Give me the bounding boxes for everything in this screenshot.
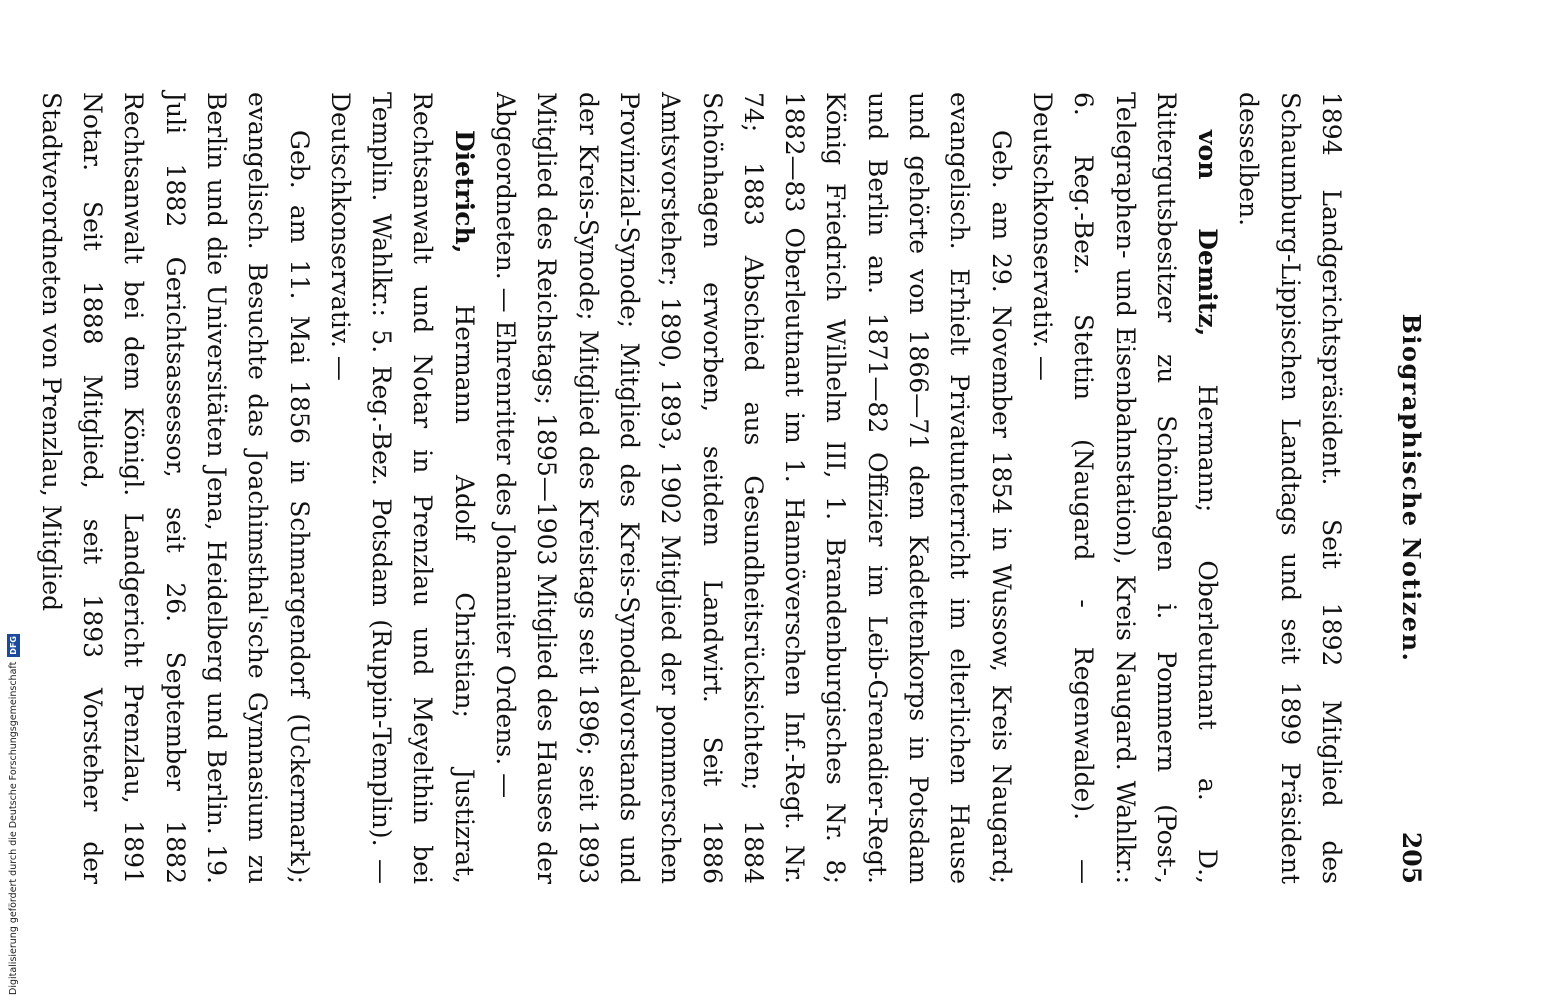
entry-dietrich-header [320,92,485,884]
entry-demitz-bio: Geb. am 29. November 1854 in Wussow, Kreis Naugard; evangelisch. Erhielt Privatunterricht im elterlichen Hause und gehörte von 1866—71 dem Kadettenkorps in Potsdam und Berlin an. 1871—82 Offizier im Leib-Grenadier-Regt. König Friedrich Wilhelm III, 1. Brandenburgisches Nr. 8; 1882—83 Oberleutnant im 1. Hannöverschen Inf.-Regt. Nr. 74; 1883 Abschied aus Gesundheitsrücksichten; 1884 Schönhagen erworben, seitdem Landwirt. Seit 1886 Amtsvorsteher; 1890, 1893, 1902 Mitglied der pommerschen Provinzial-Synode; Mitglied des Kreis-Synodalvorstands und der Kreis-Synode; Mitglied des Kreistags seit 1896; seit 1893 Mitglied des Reichstags; 1895—1903 Mitglied des Hauses der Abgeordneten. — Ehrenritter des Johanniter Ordens. — [491,92,1016,884]
dfg-logo-icon: DFG [8,636,18,655]
entry-name: von Demitz, [1193,130,1223,337]
page-number: 205 [1397,831,1426,884]
entry-intro: Hermann Adolf Christian; Justizrat, Rechtsanwalt und Notar in Prenzlau und Meyelthin bei Templin. Wahlkr.: 5. Reg.-Bez. Potsdam (Ruppin-Templin). — Deutschkonservativ. — [325,92,479,884]
entry-dietrich-bio: Geb. am 11. Mai 1856 in Schmargendorf (Uckermark); evangelisch. Besuchte das Joachimsthal'sche Gymnasium zu Berlin und die Universitäten Jena, Heidelberg und Berlin. 19. Juli 1882 Gerichtsassessor, seit 26. September 1882 Rechtsanwalt bei dem Königl. Landgericht Prenzlau, 1891 Notar. Seit 1888 Mitglied, seit 1893 Vorsteher der Stadtverordneten von Prenzlau, Mitglied [36,92,314,884]
continued-paragraph: 1894 Landgerichtspräsident. Seit 1892 Mitglied des Schaumburg-Lippischen Landtags und seit 1899 Präsident desselben. [1234,92,1346,884]
entry-demitz-header [1022,92,1228,884]
entry-name: Dietrich, [449,130,479,254]
running-title: Biographische Notizen. [1397,313,1426,663]
credit-text: Digitalisierung gefördert durch die Deutsche Forschungsgemeinschaft [7,661,19,995]
entry-intro: Hermann; Oberleutnant a. D., Rittergutsbesitzer zu Schönhagen i. Pommern (Post-, Telegraphen- und Eisenbahnstation), Kreis Naugard. Wahlkr.: 6. Reg.-Bez. Stettin (Naugard - Regenwalde). — Deutschkonservativ. — [1027,92,1223,884]
page-header [1386,92,1426,884]
body-text [31,92,1353,884]
digitization-credit [4,600,22,995]
